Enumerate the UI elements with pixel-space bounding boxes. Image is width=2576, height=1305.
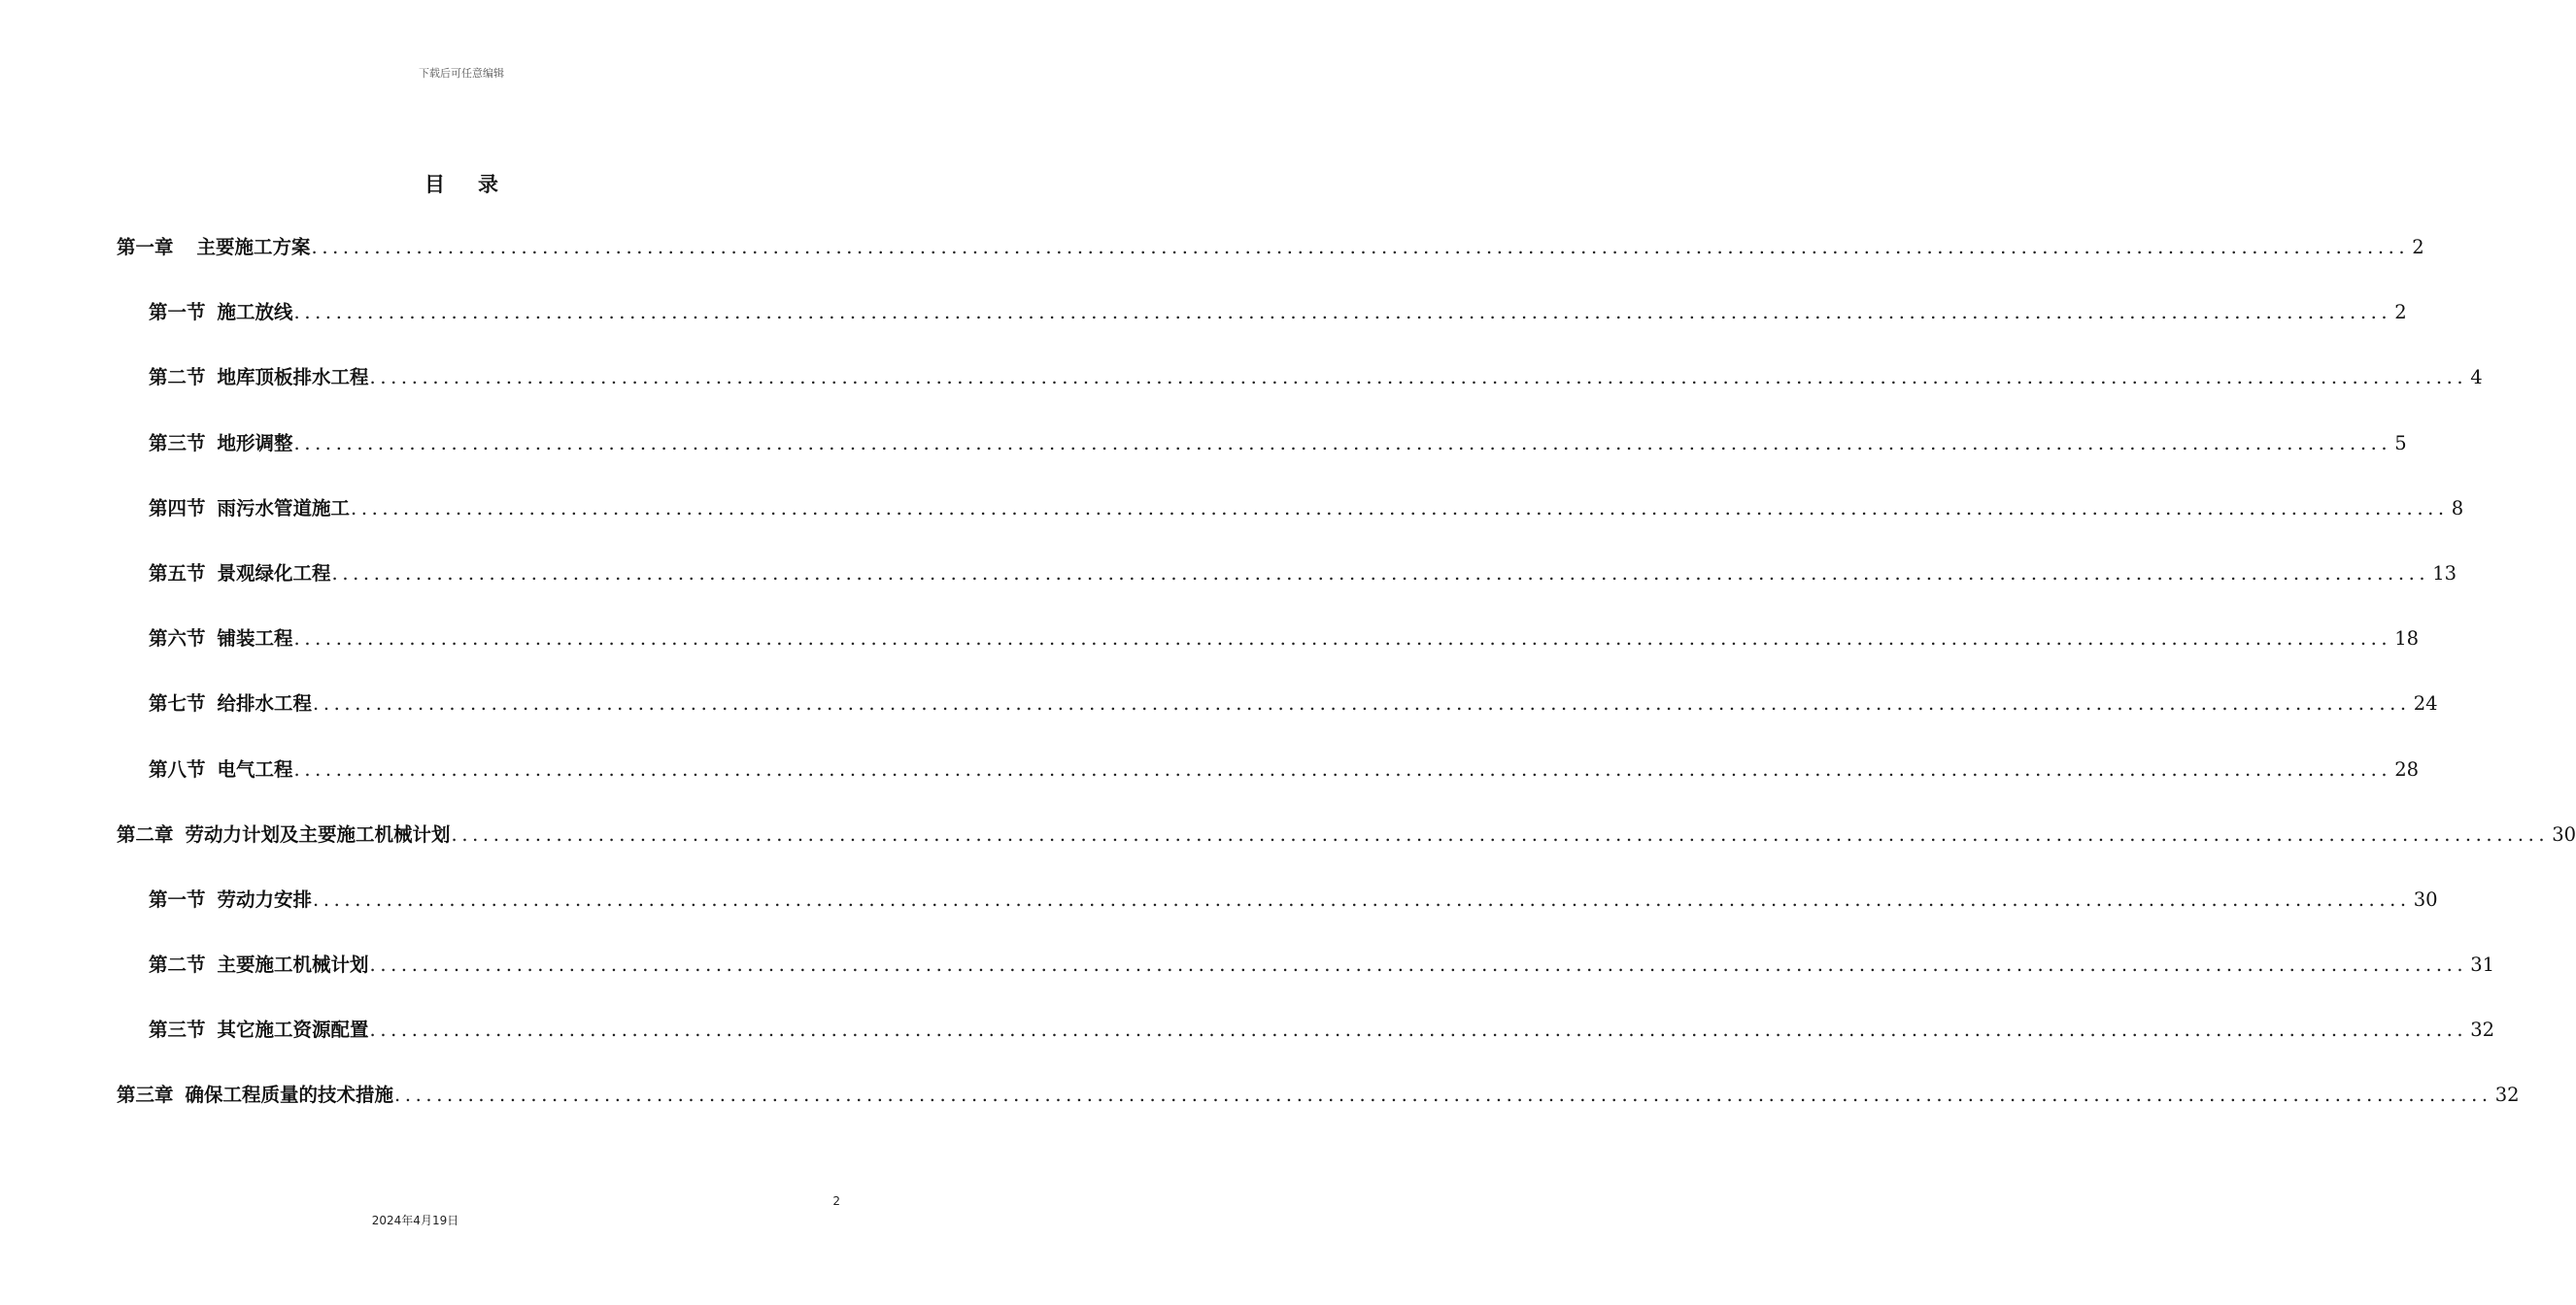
toc-entry-label <box>149 952 369 979</box>
toc-entry-number: 第一节 <box>149 888 206 911</box>
toc-entry-title: 劳动力计划及主要施工机械计划 <box>185 823 451 846</box>
dot-leader: ........................................................................................................................................................................................................ <box>451 823 2550 846</box>
dot-leader: ........................................................................................................................................................................................................ <box>293 627 2392 650</box>
toc-entry-label <box>149 560 331 587</box>
footer-date: 2024年4月19日 <box>371 1214 459 1227</box>
toc-entry-title: 主要施工机械计划 <box>217 954 369 976</box>
toc-entry-title: 地形调整 <box>217 432 293 454</box>
toc-entry-number: 第四节 <box>149 497 206 519</box>
toc-title-part1: 目 <box>424 172 445 196</box>
toc-entry-number: 第二章 <box>117 823 174 846</box>
toc-entry-chapter-3[interactable] <box>117 1082 2520 1109</box>
toc-entry-chapter-2[interactable] <box>117 821 2576 849</box>
toc-entry-title: 施工放线 <box>217 301 293 323</box>
toc-entry-label <box>149 299 293 326</box>
toc-entry-number: 第五节 <box>149 562 206 585</box>
toc-entry-page: 2 <box>2412 236 2424 258</box>
dot-leader: ........................................................................................................................................................................................................ <box>293 758 2392 781</box>
toc-entry-number: 第六节 <box>149 627 206 650</box>
page-number: 2 <box>832 1194 840 1208</box>
toc-entry-title: 劳动力安排 <box>217 888 313 911</box>
toc-entry-number: 第八节 <box>149 758 206 781</box>
toc-entry-label <box>149 625 293 652</box>
toc-entry-label <box>117 1082 393 1109</box>
toc-entry-section-1-6[interactable] <box>149 625 2420 652</box>
dot-leader: ........................................................................................................................................................................................................ <box>313 888 2411 911</box>
toc-entry-number: 第一章 <box>117 236 174 258</box>
toc-entry-number: 第三节 <box>149 1019 206 1041</box>
toc-entry-section-2-2[interactable] <box>149 952 2495 979</box>
toc-entry-title: 地库顶板排水工程 <box>217 366 369 388</box>
toc-entry-section-1-7[interactable] <box>149 690 2438 718</box>
dot-leader: ........................................................................................................................................................................................................ <box>311 236 2410 258</box>
dot-leader: ........................................................................................................................................................................................................ <box>369 954 2468 976</box>
toc-entry-title: 景观绿化工程 <box>217 562 331 585</box>
toc-entry-title: 其它施工资源配置 <box>217 1019 369 1041</box>
toc-entry-title: 雨污水管道施工 <box>217 497 351 519</box>
toc-entry-page: 18 <box>2394 627 2420 650</box>
dot-leader: ........................................................................................................................................................................................................ <box>351 497 2449 519</box>
toc-entry-label <box>149 495 350 522</box>
toc-entry-section-1-4[interactable] <box>149 495 2464 522</box>
toc-entry-title: 确保工程质量的技术措施 <box>185 1084 394 1106</box>
dot-leader: ........................................................................................................................................................................................................ <box>331 562 2430 585</box>
toc-entry-section-1-3[interactable] <box>149 430 2407 457</box>
toc-entry-section-1-5[interactable] <box>149 560 2457 587</box>
toc-entry-number: 第七节 <box>149 692 206 715</box>
toc-entry-section-2-1[interactable] <box>149 887 2438 914</box>
dot-leader: ........................................................................................................................................................................................................ <box>369 1019 2468 1041</box>
toc-entry-page: 2 <box>2394 301 2407 323</box>
toc-entry-page: 30 <box>2552 823 2576 846</box>
toc-entry-page: 8 <box>2451 497 2464 519</box>
toc-entry-title: 给排水工程 <box>217 692 313 715</box>
toc-entry-label <box>149 690 312 718</box>
toc-entry-title: 电气工程 <box>217 758 293 781</box>
toc-entry-section-1-8[interactable] <box>149 756 2420 784</box>
toc-entry-page: 31 <box>2470 954 2495 976</box>
toc-entry-section-2-3[interactable] <box>149 1017 2495 1044</box>
toc-title-part2: 录 <box>478 172 498 196</box>
toc-entry-number: 第一节 <box>149 301 206 323</box>
dot-leader: ........................................................................................................................................................................................................ <box>293 432 2392 454</box>
dot-leader: ........................................................................................................................................................................................................ <box>394 1084 2492 1106</box>
toc-entry-section-1-2[interactable] <box>149 364 2483 391</box>
toc-entry-number: 第三节 <box>149 432 206 454</box>
dot-leader: ........................................................................................................................................................................................................ <box>313 692 2411 715</box>
toc-entry-title: 铺装工程 <box>217 627 293 650</box>
toc-entry-section-1-1[interactable] <box>149 299 2407 326</box>
page-header-note: 下载后可任意编辑 <box>419 67 504 80</box>
toc-entry-label <box>149 1017 369 1044</box>
toc-entry-number: 第二节 <box>149 366 206 388</box>
toc-entry-page: 13 <box>2432 562 2457 585</box>
dot-leader: ........................................................................................................................................................................................................ <box>369 366 2468 388</box>
toc-entry-page: 32 <box>2470 1019 2495 1041</box>
toc-entry-label <box>149 364 369 391</box>
toc-entry-chapter-1[interactable] <box>117 234 2424 261</box>
toc-entry-page: 32 <box>2494 1084 2520 1106</box>
toc-entry-page: 5 <box>2394 432 2407 454</box>
toc-entry-page: 4 <box>2470 366 2483 388</box>
toc-entry-page: 28 <box>2394 758 2420 781</box>
toc-entry-label <box>149 887 312 914</box>
toc-entry-page: 30 <box>2413 888 2438 911</box>
toc-entry-title: 主要施工方案 <box>196 236 311 258</box>
toc-title <box>0 169 923 198</box>
toc-entry-page: 24 <box>2413 692 2438 715</box>
toc-entry-label <box>149 756 293 784</box>
toc-entry-number: 第三章 <box>117 1084 174 1106</box>
dot-leader: ........................................................................................................................................................................................................ <box>293 301 2392 323</box>
toc-entry-label <box>117 234 311 261</box>
toc-entry-label <box>149 430 293 457</box>
toc-entry-label <box>117 821 451 849</box>
toc-entry-number: 第二节 <box>149 954 206 976</box>
